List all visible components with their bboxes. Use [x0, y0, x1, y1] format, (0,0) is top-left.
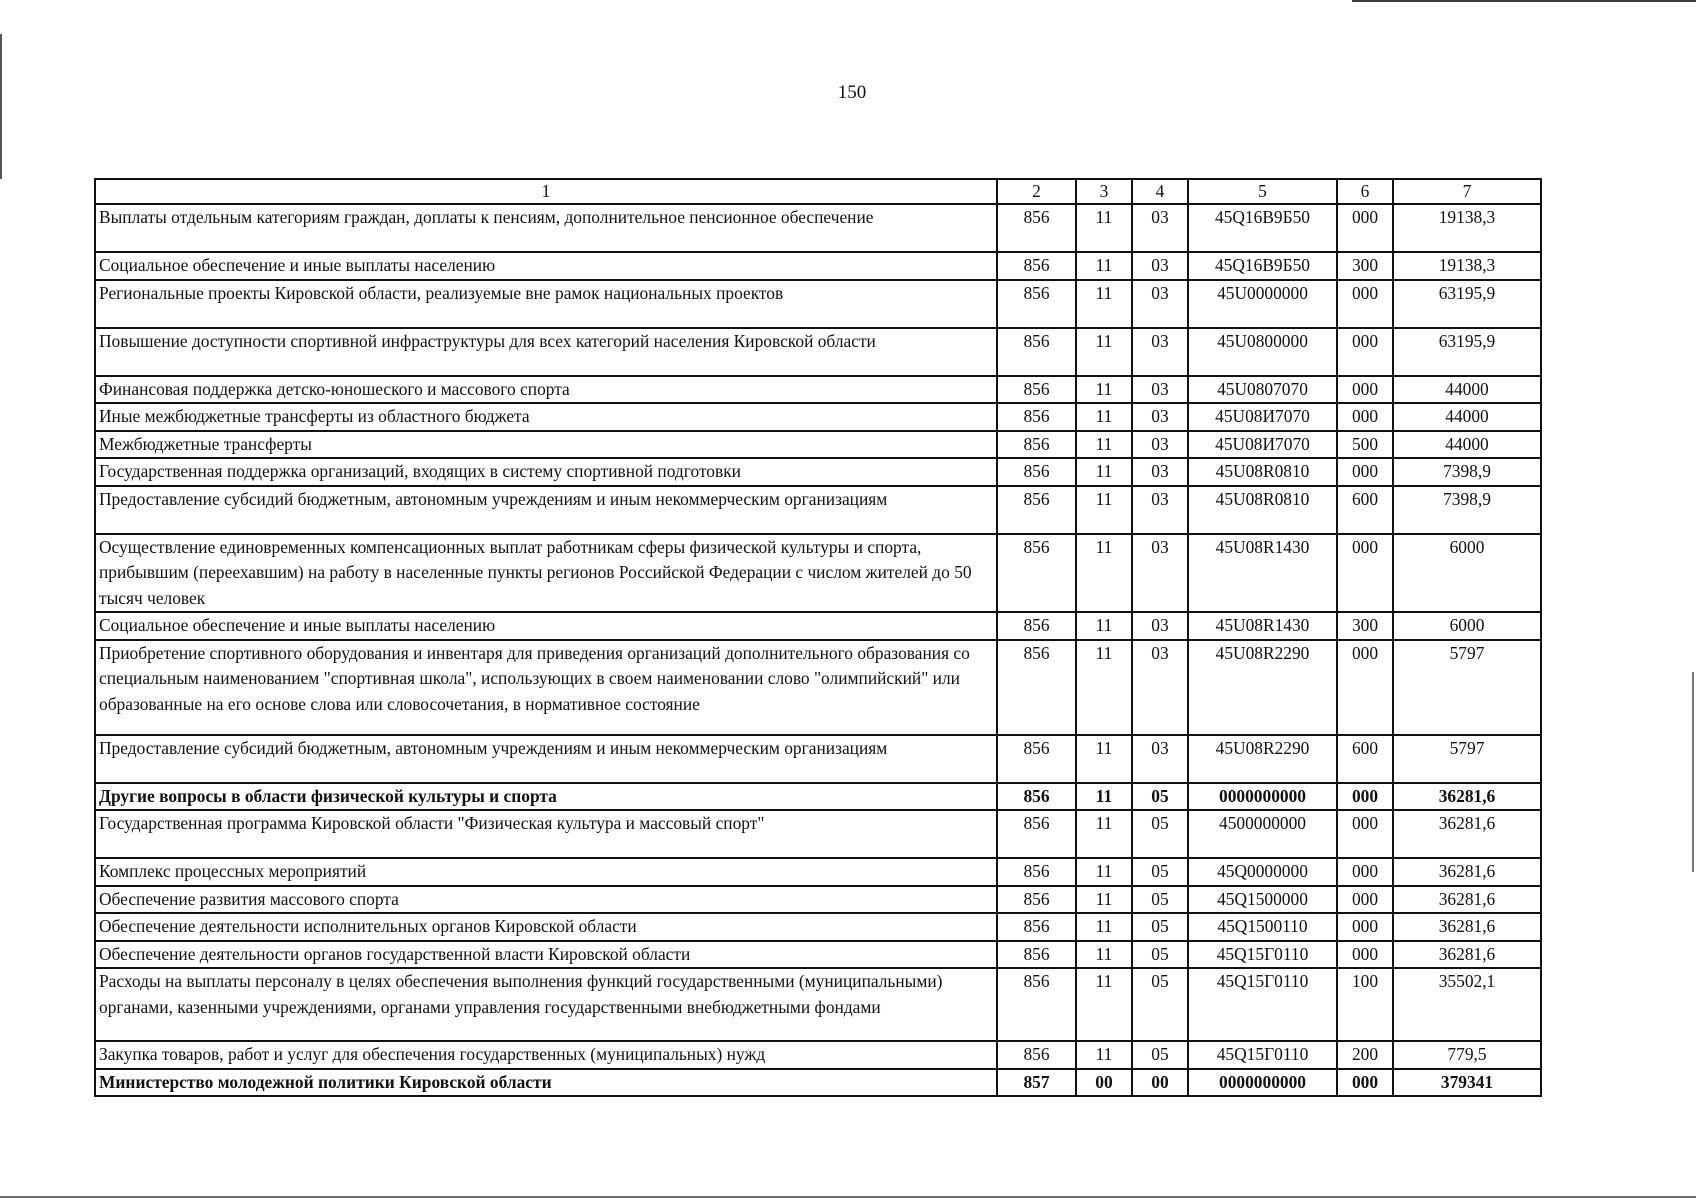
row-col-6-cell: 600	[1337, 486, 1393, 534]
row-col-4-cell: 05	[1132, 886, 1188, 914]
row-col-7-cell: 36281,6	[1393, 886, 1541, 914]
row-col-4-cell: 03	[1132, 431, 1188, 459]
row-col-2-cell: 856	[997, 486, 1076, 534]
row-col-3-cell: 11	[1076, 913, 1132, 941]
row-name-cell: Государственная программа Кировской области "Физическая культура и массовый спорт"	[95, 810, 997, 858]
row-col-6-cell: 500	[1337, 431, 1393, 459]
row-col-4-cell: 05	[1132, 941, 1188, 969]
row-col-2-cell: 856	[997, 913, 1076, 941]
row-col-6-cell: 000	[1337, 783, 1393, 811]
row-col-4-cell: 05	[1132, 783, 1188, 811]
row-col-7-cell: 6000	[1393, 612, 1541, 640]
table-row	[95, 913, 1541, 941]
row-col-2-cell: 856	[997, 858, 1076, 886]
row-col-2-cell: 856	[997, 431, 1076, 459]
row-col-7-cell: 19138,3	[1393, 252, 1541, 280]
row-col-4-cell: 03	[1132, 403, 1188, 431]
page-number: 150	[837, 82, 867, 103]
table-row	[95, 328, 1541, 376]
row-col-3-cell: 11	[1076, 328, 1132, 376]
row-col-5-cell: 45U08R2290	[1188, 640, 1337, 735]
row-col-5-cell: 45Q15Г0110	[1188, 1041, 1337, 1069]
table-row	[95, 431, 1541, 459]
row-col-7-cell: 44000	[1393, 376, 1541, 404]
row-col-3-cell: 11	[1076, 783, 1132, 811]
row-name-cell: Закупка товаров, работ и услуг для обеспечения государственных (муниципальных) нужд	[95, 1041, 997, 1069]
row-col-3-cell: 11	[1076, 968, 1132, 1041]
row-col-7-cell: 5797	[1393, 735, 1541, 783]
row-name-cell: Министерство молодежной политики Кировской области	[95, 1069, 997, 1097]
row-col-4-cell: 05	[1132, 858, 1188, 886]
row-col-7-cell: 36281,6	[1393, 783, 1541, 811]
row-name-cell: Межбюджетные трансферты	[95, 431, 997, 459]
row-col-4-cell: 03	[1132, 280, 1188, 328]
row-col-5-cell: 45U0807070	[1188, 376, 1337, 404]
row-name-cell: Предоставление субсидий бюджетным, автономным учреждениям и иным некоммерческим организациям	[95, 735, 997, 783]
row-col-6-cell: 000	[1337, 534, 1393, 613]
row-col-7-cell: 779,5	[1393, 1041, 1541, 1069]
row-col-7-cell: 63195,9	[1393, 280, 1541, 328]
row-col-6-cell: 000	[1337, 640, 1393, 735]
row-col-4-cell: 05	[1132, 810, 1188, 858]
row-col-6-cell: 000	[1337, 913, 1393, 941]
row-col-5-cell: 4500000000	[1188, 810, 1337, 858]
scan-edge-left	[0, 34, 2, 179]
row-col-3-cell: 11	[1076, 403, 1132, 431]
scan-edge-bottom	[0, 1196, 1696, 1198]
row-col-5-cell: 45U08R0810	[1188, 458, 1337, 486]
row-col-6-cell: 000	[1337, 1069, 1393, 1097]
header-col-1: 1	[95, 179, 997, 204]
row-name-cell: Другие вопросы в области физической культуры и спорта	[95, 783, 997, 811]
row-col-7-cell: 36281,6	[1393, 858, 1541, 886]
row-col-5-cell: 0000000000	[1188, 1069, 1337, 1097]
row-col-4-cell: 03	[1132, 735, 1188, 783]
row-col-7-cell: 5797	[1393, 640, 1541, 735]
row-name-cell: Обеспечение деятельности органов государственной власти Кировской области	[95, 941, 997, 969]
table-row	[95, 735, 1541, 783]
row-col-7-cell: 63195,9	[1393, 328, 1541, 376]
row-col-4-cell: 05	[1132, 1041, 1188, 1069]
row-name-cell: Выплаты отдельным категориям граждан, доплаты к пенсиям, дополнительное пенсионное обеспечение	[95, 204, 997, 252]
row-name-cell: Расходы на выплаты персоналу в целях обеспечения выполнения функций государственными (муниципальными) органами, казенными учреждениями, органами управления государственными внебюджетными фондами	[95, 968, 997, 1041]
row-col-6-cell: 600	[1337, 735, 1393, 783]
row-col-2-cell: 856	[997, 376, 1076, 404]
row-col-6-cell: 100	[1337, 968, 1393, 1041]
row-col-2-cell: 856	[997, 204, 1076, 252]
row-col-4-cell: 03	[1132, 252, 1188, 280]
row-col-2-cell: 856	[997, 328, 1076, 376]
row-col-7-cell: 7398,9	[1393, 486, 1541, 534]
row-col-7-cell: 6000	[1393, 534, 1541, 613]
row-col-6-cell: 000	[1337, 941, 1393, 969]
row-col-2-cell: 856	[997, 252, 1076, 280]
table-row	[95, 403, 1541, 431]
row-col-2-cell: 856	[997, 640, 1076, 735]
row-col-6-cell: 200	[1337, 1041, 1393, 1069]
row-col-3-cell: 00	[1076, 1069, 1132, 1097]
table-row	[95, 810, 1541, 858]
table-row	[95, 1069, 1541, 1097]
table-body	[95, 204, 1541, 1096]
row-col-2-cell: 856	[997, 968, 1076, 1041]
row-col-2-cell: 856	[997, 1041, 1076, 1069]
row-col-5-cell: 45U08R0810	[1188, 486, 1337, 534]
row-col-7-cell: 36281,6	[1393, 913, 1541, 941]
row-col-4-cell: 03	[1132, 612, 1188, 640]
table-row	[95, 534, 1541, 613]
row-col-3-cell: 11	[1076, 886, 1132, 914]
table-row	[95, 204, 1541, 252]
table-row	[95, 886, 1541, 914]
row-col-2-cell: 856	[997, 403, 1076, 431]
row-col-3-cell: 11	[1076, 376, 1132, 404]
row-col-7-cell: 36281,6	[1393, 941, 1541, 969]
row-col-5-cell: 45Q16В9Б50	[1188, 204, 1337, 252]
row-col-4-cell: 03	[1132, 376, 1188, 404]
row-col-3-cell: 11	[1076, 858, 1132, 886]
row-col-7-cell: 44000	[1393, 431, 1541, 459]
row-name-cell: Приобретение спортивного оборудования и инвентаря для приведения организаций дополнительного образования со специальным наименованием "спортивная школа", использующих в своем наименовании слово "олимпийский" или образованные на его основе слова или словосочетания, в нормативное состояние	[95, 640, 997, 735]
row-col-3-cell: 11	[1076, 941, 1132, 969]
row-col-3-cell: 11	[1076, 431, 1132, 459]
row-col-5-cell: 45U0000000	[1188, 280, 1337, 328]
table-row	[95, 486, 1541, 534]
table-row	[95, 783, 1541, 811]
row-col-3-cell: 11	[1076, 1041, 1132, 1069]
row-col-7-cell: 379341	[1393, 1069, 1541, 1097]
row-col-2-cell: 856	[997, 783, 1076, 811]
row-col-5-cell: 45Q1500000	[1188, 886, 1337, 914]
row-col-3-cell: 11	[1076, 534, 1132, 613]
table-row	[95, 252, 1541, 280]
row-col-7-cell: 44000	[1393, 403, 1541, 431]
row-name-cell: Комплекс процессных мероприятий	[95, 858, 997, 886]
row-col-5-cell: 45U08R1430	[1188, 534, 1337, 613]
table-row	[95, 612, 1541, 640]
header-col-2: 2	[997, 179, 1076, 204]
row-col-6-cell: 000	[1337, 810, 1393, 858]
row-col-6-cell: 000	[1337, 328, 1393, 376]
row-name-cell: Социальное обеспечение и иные выплаты населению	[95, 612, 997, 640]
row-col-2-cell: 856	[997, 280, 1076, 328]
row-col-2-cell: 856	[997, 810, 1076, 858]
row-col-4-cell: 03	[1132, 640, 1188, 735]
row-col-3-cell: 11	[1076, 458, 1132, 486]
scan-edge-top	[1352, 0, 1696, 2]
row-col-2-cell: 856	[997, 735, 1076, 783]
row-col-7-cell: 36281,6	[1393, 810, 1541, 858]
row-col-7-cell: 19138,3	[1393, 204, 1541, 252]
row-col-2-cell: 857	[997, 1069, 1076, 1097]
row-col-6-cell: 000	[1337, 376, 1393, 404]
row-col-4-cell: 03	[1132, 204, 1188, 252]
table-row	[95, 640, 1541, 735]
row-col-3-cell: 11	[1076, 280, 1132, 328]
row-col-4-cell: 03	[1132, 458, 1188, 486]
row-col-3-cell: 11	[1076, 486, 1132, 534]
table-row	[95, 458, 1541, 486]
row-col-2-cell: 856	[997, 534, 1076, 613]
header-col-6: 6	[1337, 179, 1393, 204]
row-col-6-cell: 000	[1337, 280, 1393, 328]
row-col-3-cell: 11	[1076, 640, 1132, 735]
row-col-4-cell: 00	[1132, 1069, 1188, 1097]
row-col-4-cell: 03	[1132, 486, 1188, 534]
row-col-6-cell: 000	[1337, 886, 1393, 914]
row-col-4-cell: 05	[1132, 913, 1188, 941]
budget-table	[94, 178, 1542, 1097]
row-col-6-cell: 300	[1337, 612, 1393, 640]
row-name-cell: Государственная поддержка организаций, входящих в систему спортивной подготовки	[95, 458, 997, 486]
table-row	[95, 376, 1541, 404]
row-name-cell: Иные межбюджетные трансферты из областного бюджета	[95, 403, 997, 431]
row-col-2-cell: 856	[997, 458, 1076, 486]
header-col-4: 4	[1132, 179, 1188, 204]
row-name-cell: Региональные проекты Кировской области, реализуемые вне рамок национальных проектов	[95, 280, 997, 328]
row-col-6-cell: 000	[1337, 458, 1393, 486]
row-col-6-cell: 300	[1337, 252, 1393, 280]
row-col-5-cell: 45Q15Г0110	[1188, 941, 1337, 969]
header-col-3: 3	[1076, 179, 1132, 204]
table-row	[95, 941, 1541, 969]
row-col-4-cell: 05	[1132, 968, 1188, 1041]
row-col-5-cell: 45U08И7070	[1188, 431, 1337, 459]
row-col-7-cell: 35502,1	[1393, 968, 1541, 1041]
table-row	[95, 968, 1541, 1041]
row-col-3-cell: 11	[1076, 204, 1132, 252]
row-name-cell: Финансовая поддержка детско-юношеского и массового спорта	[95, 376, 997, 404]
table-header-row	[95, 179, 1541, 204]
row-col-5-cell: 45Q1500110	[1188, 913, 1337, 941]
row-name-cell: Обеспечение деятельности исполнительных органов Кировской области	[95, 913, 997, 941]
row-col-3-cell: 11	[1076, 735, 1132, 783]
row-col-6-cell: 000	[1337, 858, 1393, 886]
row-col-3-cell: 11	[1076, 612, 1132, 640]
row-col-6-cell: 000	[1337, 403, 1393, 431]
row-col-4-cell: 03	[1132, 534, 1188, 613]
row-col-2-cell: 856	[997, 612, 1076, 640]
row-col-4-cell: 03	[1132, 328, 1188, 376]
row-name-cell: Повышение доступности спортивной инфраструктуры для всех категорий населения Кировской области	[95, 328, 997, 376]
row-col-3-cell: 11	[1076, 252, 1132, 280]
header-col-7: 7	[1393, 179, 1541, 204]
row-col-2-cell: 856	[997, 886, 1076, 914]
row-col-5-cell: 0000000000	[1188, 783, 1337, 811]
row-col-3-cell: 11	[1076, 810, 1132, 858]
row-col-5-cell: 45U0800000	[1188, 328, 1337, 376]
row-col-5-cell: 45U08R1430	[1188, 612, 1337, 640]
row-name-cell: Предоставление субсидий бюджетным, автономным учреждениям и иным некоммерческим организациям	[95, 486, 997, 534]
table-row	[95, 1041, 1541, 1069]
row-col-5-cell: 45Q0000000	[1188, 858, 1337, 886]
row-col-6-cell: 000	[1337, 204, 1393, 252]
scan-edge-right	[1692, 672, 1694, 872]
row-col-5-cell: 45Q15Г0110	[1188, 968, 1337, 1041]
row-col-5-cell: 45U08И7070	[1188, 403, 1337, 431]
header-col-5: 5	[1188, 179, 1337, 204]
row-col-7-cell: 7398,9	[1393, 458, 1541, 486]
row-name-cell: Осуществление единовременных компенсационных выплат работникам сферы физической культуры и спорта, прибывшим (переехавшим) на работу в населенные пункты регионов Российской Федерации с числом жителей до 50 тысяч человек	[95, 534, 997, 613]
table-row	[95, 858, 1541, 886]
row-col-5-cell: 45U08R2290	[1188, 735, 1337, 783]
table-row	[95, 280, 1541, 328]
row-col-5-cell: 45Q16В9Б50	[1188, 252, 1337, 280]
row-col-2-cell: 856	[997, 941, 1076, 969]
row-name-cell: Обеспечение развития массового спорта	[95, 886, 997, 914]
row-name-cell: Социальное обеспечение и иные выплаты населению	[95, 252, 997, 280]
